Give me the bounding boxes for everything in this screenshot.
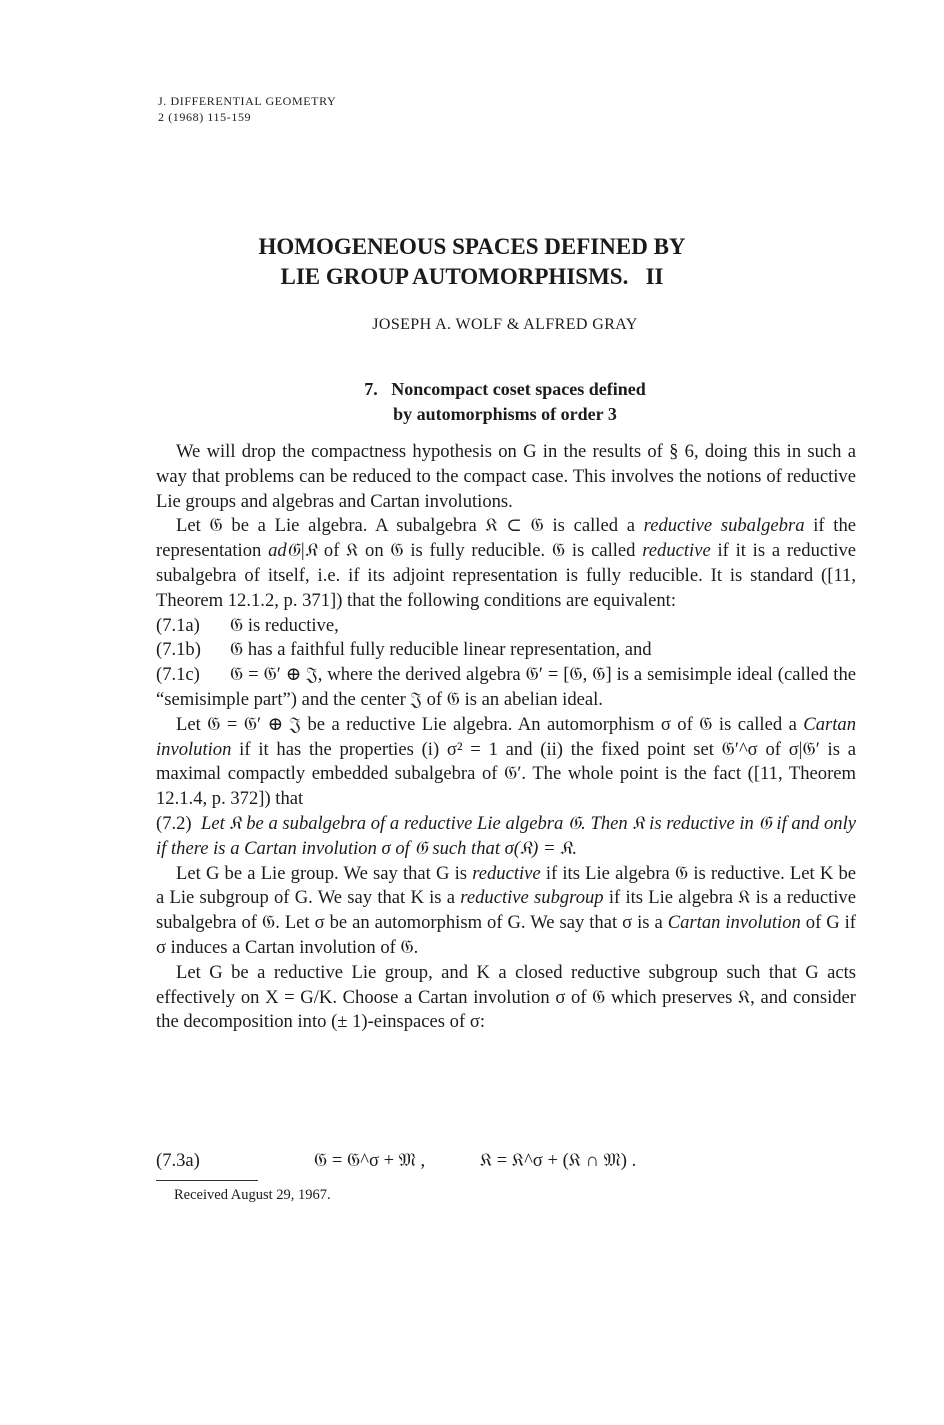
p2-text-a: Let 𝔊 be a Lie algebra. A subalgebra 𝔎 ⊂ 𝔊 is called a bbox=[176, 515, 644, 537]
p2-ad-notation: ad𝔊|𝔎 bbox=[268, 540, 318, 562]
received-date: Received August 29, 1967. bbox=[174, 1187, 331, 1203]
section-line-2: by automorphisms of order 3 bbox=[393, 404, 617, 424]
p2-text-g: if it is a reductive subalgebra of itself, i.e. if its adjoint representation is fully reducible. It is standard ([11, Theorem 12.1.2, p. 371]) that the following conditions are equivalent: bbox=[156, 540, 856, 611]
condition-7-1c bbox=[156, 663, 856, 713]
theorem-text: Let 𝔎 be a subalgebra of a reductive Lie algebra 𝔊. Then 𝔎 is reductive in 𝔊 if and only if there is a Cartan involution σ of 𝔊 such that σ(𝔎) = 𝔎. bbox=[156, 812, 856, 859]
journal-name: J. DIFFERENTIAL GEOMETRY bbox=[158, 94, 337, 108]
condition-tag: (7.1b) bbox=[156, 639, 201, 661]
paragraph-4 bbox=[156, 862, 856, 961]
equation-tag: (7.3a) bbox=[156, 1150, 200, 1171]
condition-7-1a bbox=[156, 614, 856, 639]
p4-text-a: Let G be a Lie group. We say that G is bbox=[176, 862, 473, 884]
p3-text-c: if it has the properties (i) σ² = 1 and (ii) the fixed point set 𝔊′^σ of σ|𝔊′ is a maximal compactly embedded subalgebra of 𝔊′. The whole point is the fact ([11, Theorem 12.1.4, p. 372]) that bbox=[156, 738, 856, 810]
paragraph-2 bbox=[156, 514, 856, 613]
p2-term-reductive: reductive bbox=[642, 540, 711, 562]
section-heading bbox=[0, 377, 944, 427]
theorem-tag: (7.2) bbox=[156, 812, 192, 834]
footnote-rule bbox=[156, 1180, 258, 1181]
condition-text: 𝔊 = 𝔊′ ⊕ 𝔍, where the derived algebra 𝔊′ = [𝔊, 𝔊] is a semisimple ideal (called the “semisimple part”) and the center 𝔍 of 𝔊 is an abelian ideal. bbox=[156, 664, 856, 710]
p2-term-reductive-subalgebra: reductive subalgebra bbox=[643, 515, 805, 537]
p2-text-c: if the representation bbox=[156, 515, 856, 562]
title-line-1: HOMOGENEOUS SPACES DEFINED BY bbox=[258, 234, 686, 259]
p4-text-g: of G if σ induces a Cartan involution of 𝔊. bbox=[156, 912, 856, 958]
journal-volume: 2 (1968) 115-159 bbox=[158, 110, 252, 124]
p2-text-e: of 𝔎 on 𝔊 is fully reducible. 𝔊 is called bbox=[317, 540, 643, 562]
p3-term-cartan-involution: Cartan involution bbox=[156, 713, 856, 760]
title-line-2: LIE GROUP AUTOMORPHISMS. II bbox=[280, 264, 664, 289]
equation-lhs: 𝔊 = 𝔊^σ + 𝔐 , bbox=[314, 1150, 426, 1171]
condition-7-1b bbox=[156, 638, 856, 663]
condition-text: 𝔊 has a faithful fully reducible linear representation, and bbox=[230, 639, 652, 661]
theorem-7-2 bbox=[156, 812, 856, 862]
paragraph-1: We will drop the compactness hypothesis on G in the results of § 6, doing this in such a way that problems can be reduced to the compact case. This involves the notions of reductive Lie groups and algebras and Cartan involutions. bbox=[156, 441, 856, 512]
p4-term-reductive: reductive bbox=[472, 862, 541, 884]
condition-tag: (7.1a) bbox=[156, 614, 200, 636]
condition-text: 𝔊 is reductive, bbox=[230, 614, 339, 636]
p3-text-a: Let 𝔊 = 𝔊′ ⊕ 𝔍 be a reductive Lie algebra. An automorphism σ of 𝔊 is called a bbox=[176, 713, 804, 735]
journal-header bbox=[158, 93, 336, 125]
body-text bbox=[156, 440, 856, 1035]
p4-term-cartan-involution: Cartan involution bbox=[667, 912, 801, 934]
p4-text-e: if its Lie algebra 𝔎 is a reductive subalgebra of 𝔊. Let σ be an automorphism of G. We say that σ is a bbox=[156, 887, 856, 934]
paragraph-5: Let G be a reductive Lie group, and K a closed reductive subgroup such that G acts effectively on X = G/K. Choose a Cartan involution σ of 𝔊 which preserves 𝔎, and consider the decomposition into (± 1)-einspaces of σ: bbox=[156, 961, 856, 1033]
paper-title bbox=[0, 232, 944, 292]
paragraph-3 bbox=[156, 713, 856, 812]
equation-rhs: 𝔎 = 𝔎^σ + (𝔎 ∩ 𝔐) . bbox=[480, 1150, 637, 1171]
authors: JOSEPH A. WOLF & ALFRED GRAY bbox=[372, 316, 638, 333]
condition-tag: (7.1c) bbox=[156, 664, 200, 686]
section-line-1: 7. Noncompact coset spaces defined bbox=[364, 379, 646, 399]
p4-text-c: if its Lie algebra 𝔊 is reductive. Let K be a Lie subgroup of G. We say that K is a bbox=[156, 862, 857, 909]
p4-term-reductive-subgroup: reductive subgroup bbox=[460, 887, 604, 909]
